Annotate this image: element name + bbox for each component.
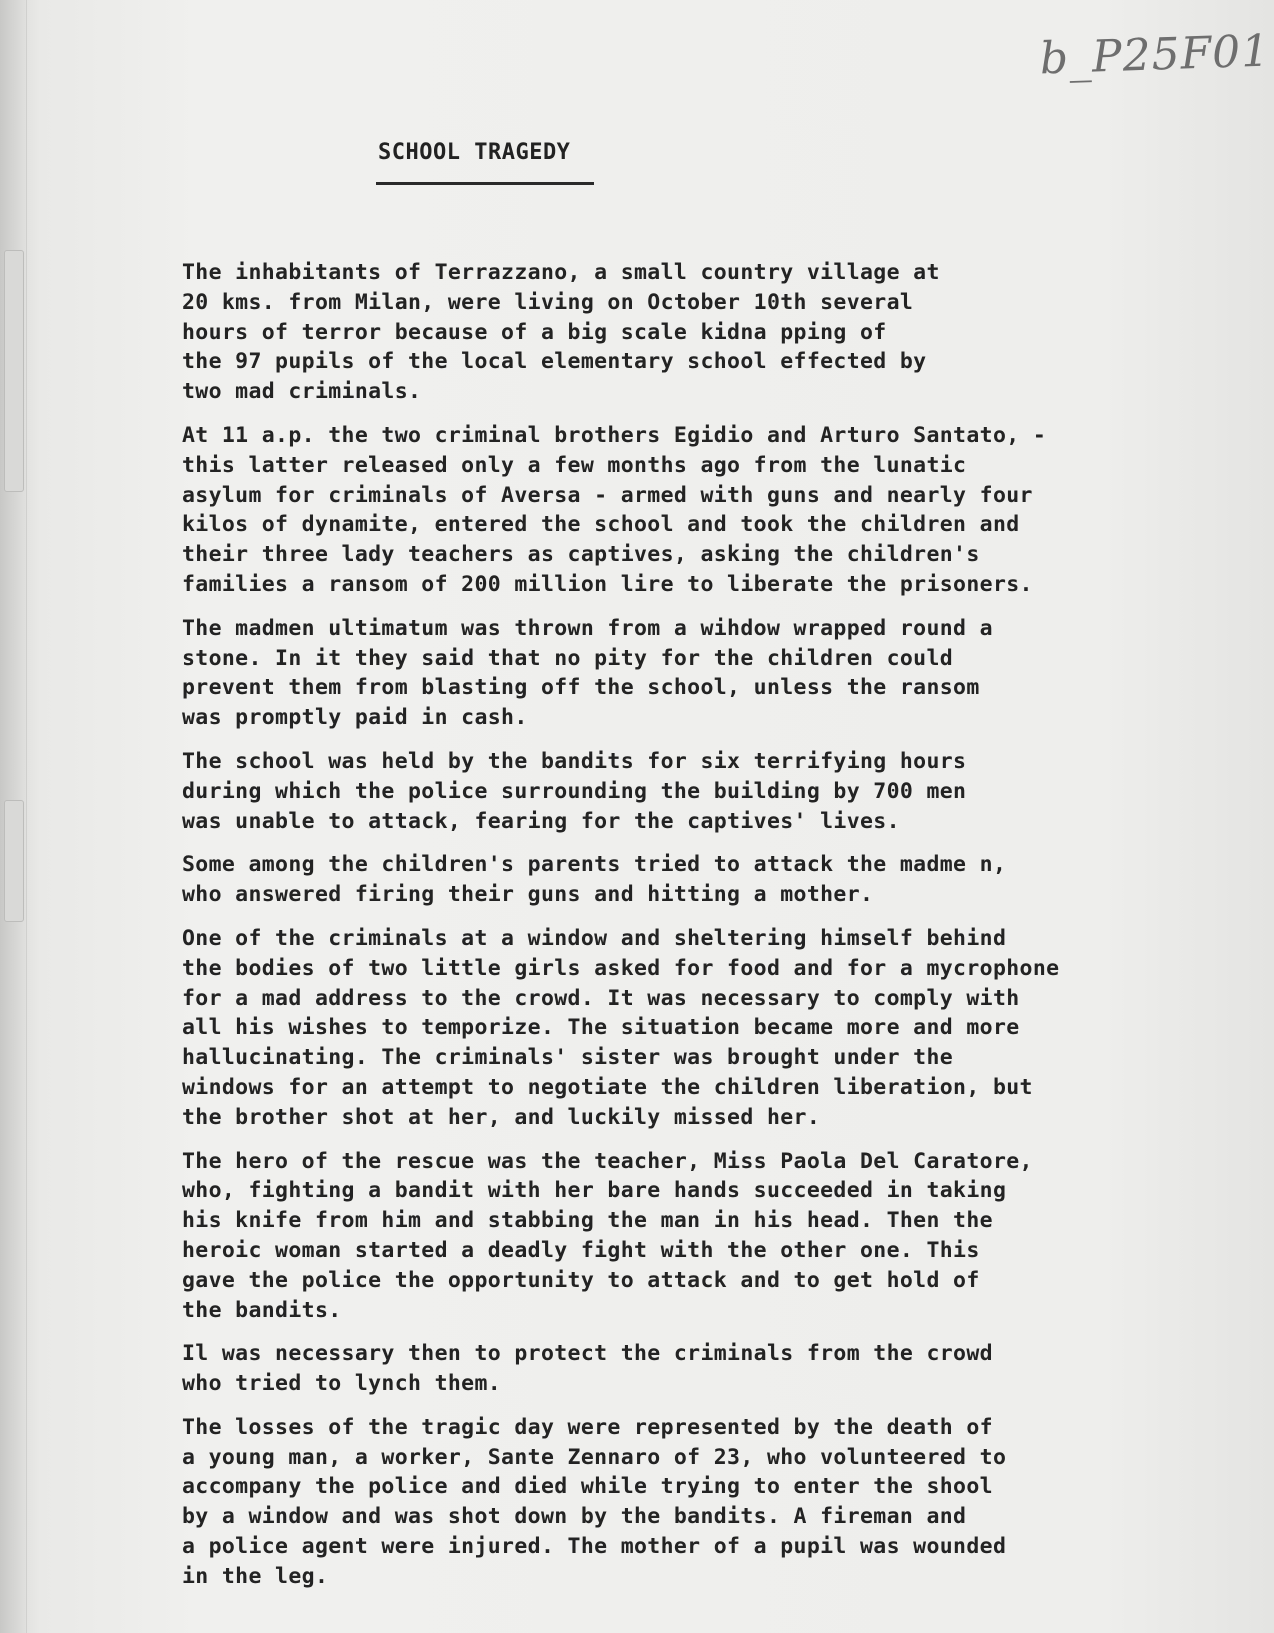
text-line: a police agent were injured. The mother of a pupil was wounded — [182, 1534, 1007, 1560]
text-line: accompany the police and died while trying to enter the shool — [182, 1474, 993, 1500]
text-line: in the leg. — [182, 1563, 329, 1589]
text-line: the bandits. — [182, 1297, 342, 1323]
text-line: asylum for criminals of Aversa - armed with guns and nearly four — [182, 482, 1033, 508]
binder-mark — [4, 250, 24, 492]
text-line: The madmen ultimatum was thrown from a wihdow wrapped round a — [182, 615, 993, 641]
text-line: Il was necessary then to protect the criminals from the crowd — [182, 1341, 993, 1367]
text-line: The school was held by the bandits for six terrifying hours — [182, 748, 967, 774]
text-line: prevent them from blasting off the school, unless the ransom — [182, 675, 980, 701]
paragraph — [182, 1147, 1212, 1326]
text-line: his knife from him and stabbing the man in his head. Then the — [182, 1208, 993, 1234]
text-line: during which the police surrounding the building by 700 men — [182, 778, 967, 804]
binder-mark — [4, 800, 24, 922]
text-line: who, fighting a bandit with her bare hands succeeded in taking — [182, 1178, 1007, 1204]
text-line: for a mad address to the crowd. It was necessary to comply with — [182, 985, 1020, 1011]
paragraph — [182, 1413, 1212, 1592]
text-line: At 11 a.p. the two criminal brothers Egidio and Arturo Santato, - — [182, 422, 1047, 448]
paragraph — [182, 1339, 1212, 1399]
text-line: who tried to lynch them. — [182, 1371, 502, 1397]
text-line: by a window and was shot down by the bandits. A fireman and — [182, 1504, 967, 1530]
text-line: The losses of the tragic day were represented by the death of — [182, 1414, 993, 1440]
text-line: was promptly paid in cash. — [182, 705, 528, 731]
text-line: kilos of dynamite, entered the school and took the children and — [182, 512, 1020, 538]
paragraph — [182, 258, 1212, 407]
text-line: Some among the children's parents tried to attack the madme n, — [182, 852, 1007, 878]
text-line: the 97 pupils of the local elementary school effected by — [182, 349, 927, 375]
text-line: families a ransom of 200 million lire to liberate the prisoners. — [182, 571, 1033, 597]
text-line: The inhabitants of Terrazzano, a small country village at — [182, 260, 940, 285]
text-line: The hero of the rescue was the teacher, Miss Paola Del Caratore, — [182, 1148, 1033, 1174]
text-line: gave the police the opportunity to attack and to get hold of — [182, 1267, 980, 1293]
text-line: windows for an attempt to negotiate the children liberation, but — [182, 1074, 1033, 1100]
document-body — [182, 258, 1212, 1606]
paragraph — [182, 421, 1212, 600]
paragraph — [182, 614, 1212, 733]
text-line: their three lady teachers as captives, asking the children's — [182, 542, 980, 568]
text-line: two mad criminals. — [182, 379, 422, 405]
text-line: all his wishes to temporize. The situation became more and more — [182, 1015, 1020, 1041]
title-underline — [376, 182, 594, 185]
text-line: a young man, a worker, Sante Zennaro of 23, who volunteered to — [182, 1444, 1007, 1470]
text-line: hallucinating. The criminals' sister was brought under the — [182, 1045, 954, 1071]
paragraph — [182, 850, 1212, 910]
text-line: was unable to attack, fearing for the captives' lives. — [182, 808, 900, 834]
text-line: the brother shot at her, and luckily missed her. — [182, 1104, 821, 1130]
text-line: 20 kms. from Milan, were living on October 10th several — [182, 289, 914, 315]
handwritten-document-id: b_P25F01 — [1039, 25, 1271, 85]
text-line: One of the criminals at a window and sheltering himself behind — [182, 925, 1007, 951]
text-line: stone. In it they said that no pity for the children could — [182, 645, 954, 671]
text-line: the bodies of two little girls asked for food and for a mycrophone — [182, 955, 1060, 981]
paragraph — [182, 747, 1212, 836]
text-line: this latter released only a few months ago from the lunatic — [182, 452, 967, 478]
paragraph — [182, 924, 1212, 1133]
text-line: heroic woman started a deadly fight with the other one. This — [182, 1237, 980, 1263]
text-line: who answered firing their guns and hitting a mother. — [182, 882, 874, 908]
page-title: SCHOOL TRAGEDY — [378, 140, 571, 165]
text-line: hours of terror because of a big scale kidna pping of — [182, 319, 887, 345]
